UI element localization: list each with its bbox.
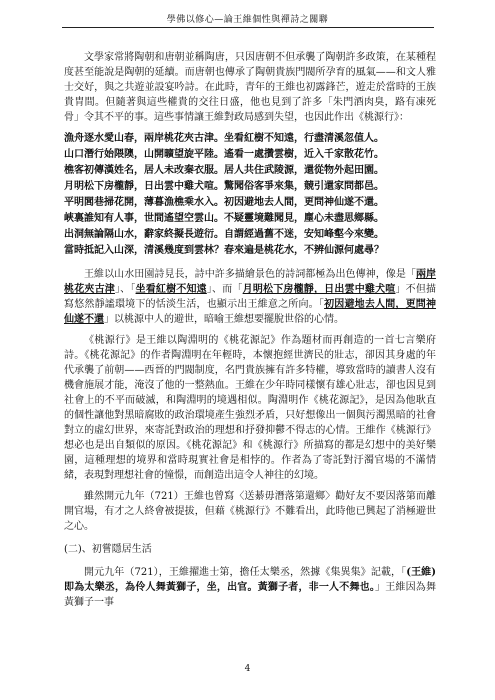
paragraph-intro: 文學家常將陶朝和唐朝並稱陶唐，只因唐朝不但承襲了陶朝許多政策，在某種程度甚至能說是陶朝的延續。而唐朝也傳承了陶朝貴族門閥所孕育的風氣——和文人雅士交好，與之共遊並設宴吟詩。在此時，青年的王維也初露鋒芒，遊走於當時的王族貴胄間。但隨著與這些權貴的交往日盛，他也見到了許多「朱門酒肉臭，路有凍死骨」令其不平的事。這些事情讓王維對政局感到失望，也因此作出《桃源行》： xyxy=(64,52,436,123)
body-text xyxy=(64,50,436,616)
paragraph-conclusion: 雖然開元九年（721）王維也曾寫〈送綦毋潛落第還鄉〉勸好友不要因落第而離開官場，有才之人終會被提拔，但藉《桃源行》不難看出，此時他已興起了消極避世之心。 xyxy=(64,491,436,532)
poem-line: 峽裏誰知有人事，世間遙望空雲山。不疑靈境難聞見，塵心未盡思鄉縣。 xyxy=(64,213,384,224)
poem-line: 漁舟逐水愛山春，兩岸桃花夾古津。坐看紅樹不知遠，行盡清溪忽值人。 xyxy=(64,133,384,144)
paragraph-comparison: 《桃源行》是王維以陶淵明的《桃花源記》作為題材而再創造的一首七言樂府詩。《桃花源記》的作者陶淵明在年輕時，本懷抱經世濟民的壯志，卻因其身處的年代承襲了前朝——西晉的門閥制度，名門貴族擁有許多特權，導致當時的讀書人沒有機會施展才能，淹沒了他的一整熱血。王維在少年時同樣懷有雄心壯志，卻也因見到社會上的不平而破滅，和陶淵明的境遇相似。陶淵明作《桃花源記》，是因為他耿直的個性讓他對黑暗腐敗的政治環境產生強烈矛盾，只好想像出一個與污濁黑暗的社會對立的虛幻世界，來寄託對政治的理想和抒發抑鬱不得志的心情。王維作《桃源行》想必也是出自類似的原因。《桃花源記》和《桃源行》所描寫的都是幻想中的美好樂園，這種理想的境界和當時現實社會是相悖的。作者為了寄託對汙濁官場的不滿情緒，表現對理想社會的憧憬，而創造出這令人神往的幻境。 xyxy=(64,335,436,481)
poem-block xyxy=(64,131,436,259)
quote-highlight: 月明松下房櫳靜，日出雲中雞犬喧 xyxy=(242,284,396,295)
poem-line: 出洞無論隔山水，辭家終擬長遊衍。自謂經過舊不迷，安知峰壑今來變。 xyxy=(64,229,384,240)
text-run: 王維以山水田園詩見長，詩中許多描繪景色的詩詞都極為出色傳神，像是「 xyxy=(84,269,416,280)
paragraph-section-2 xyxy=(64,565,436,610)
running-header: 學佛以修心—論王維個性與禪詩之關聯 xyxy=(166,15,329,25)
text-run: 」不但描寫悠然靜謐環境下的恬淡生活，也顯示出王維意之所向。「 xyxy=(64,284,437,310)
quote-highlight: 初因避地去人間，更問神仙遂不還 xyxy=(64,299,437,325)
text-run: 」以桃源中人的避世，暗喻王維想要擺脫世俗的心情。 xyxy=(104,314,344,325)
poem-line: 樵客初傳漢姓名，居人未改秦衣服。居人共住武陵源，還從物外起田園。 xyxy=(64,165,384,176)
section-heading: (二)、初嘗隱居生活 xyxy=(64,544,152,555)
poem-line: 當時抵記入山深，清溪幾度到雲林？春來遍是桃花水，不辨仙源何處尋？ xyxy=(64,245,384,256)
poem-line: 月明松下房櫳靜，日出雲中雞犬喧。驚聞俗客爭來集，競引還家問都邑。 xyxy=(64,181,384,192)
text-run: 開元九年（721），王維擢進士第，擔任太樂丞，然據《集異集》記載，「 xyxy=(84,567,407,578)
paragraph-analysis xyxy=(64,267,436,327)
page-number: 4 xyxy=(244,664,251,674)
text-run: 」王維因為舞黃獅子一事 xyxy=(64,582,437,608)
text-run: 」、「 xyxy=(114,284,136,295)
quote-highlight: 坐看紅樹不知遠 xyxy=(135,284,207,295)
poem-line: 山口潛行始隈隩，山開曠望旋平陸。遙看一處攢雲樹，近入千家散花竹。 xyxy=(64,149,384,160)
quote-highlight: 兩岸桃花夾古津 xyxy=(64,269,437,295)
header-rule xyxy=(62,27,434,28)
poem-line: 平明閭巷掃花開，薄暮漁樵乘水入。初因避地去人間，更問神仙遂不還。 xyxy=(64,197,384,208)
quote-highlight: (王維)即為太樂丞，為伶人舞黃獅子，坐，出官。黃獅子者，非一人不舞也。 xyxy=(64,567,436,593)
text-run: 」、而「 xyxy=(206,284,243,295)
